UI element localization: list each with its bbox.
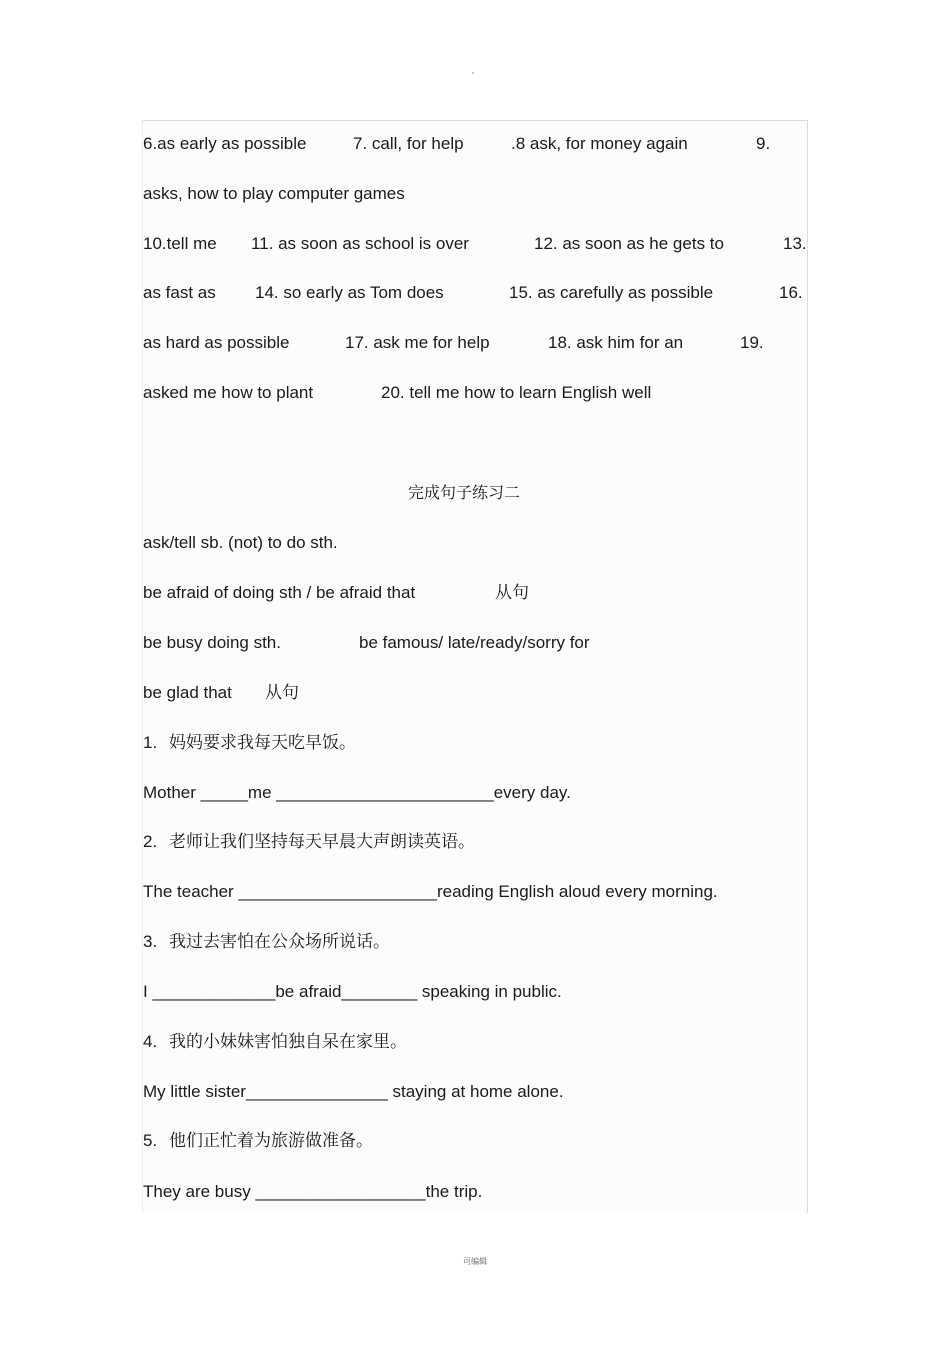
phrase-text: ask/tell sb. (not) to do sth.: [143, 533, 338, 552]
answer-item: asks, how to play computer games: [143, 184, 405, 203]
answer-item: 17. ask me for help: [345, 333, 490, 352]
question-number: 2.: [143, 832, 158, 851]
answer-item: .8 ask, for money again: [511, 134, 688, 153]
question-prompt: [143, 832, 475, 852]
question-blank-line: My little sister_______________ staying at home alone.: [143, 1082, 564, 1101]
section-title: 完成句子练习二: [408, 483, 521, 502]
question-blank-line: The teacher _____________________reading English aloud every morning.: [143, 882, 718, 901]
answer-item: 12. as soon as he gets to: [534, 234, 724, 253]
answer-item: 18. ask him for an: [548, 333, 684, 352]
phrase-clause-label: 从句: [495, 583, 529, 603]
phrase-text: be glad that: [143, 683, 232, 702]
question-chinese: 老师让我们坚持每天早晨大声朗读英语。: [169, 832, 475, 852]
answer-item: 15. as carefully as possible: [509, 283, 714, 302]
answer-item: as fast as: [143, 283, 216, 302]
phrase-text: be famous/ late/ready/sorry for: [359, 633, 590, 652]
phrase-text: be afraid of doing sth / be afraid that: [143, 583, 416, 602]
question-blank-line: They are busy __________________the trip.: [143, 1182, 483, 1201]
question-chinese: 我的小妹妹害怕独自呆在家里。: [169, 1032, 407, 1052]
answer-item: asked me how to plant: [143, 383, 314, 402]
answer-item: 11. as soon as school is over: [251, 234, 469, 253]
question-prompt: [143, 1032, 407, 1052]
question-blank-line: Mother _____me _______________________every day.: [143, 783, 571, 802]
question-blank-line: I _____________be afraid________ speaking in public.: [143, 982, 562, 1001]
question-chinese: 他们正忙着为旅游做准备。: [169, 1131, 373, 1151]
footer-editable-label: 可编辑: [463, 1257, 487, 1266]
question-prompt: [143, 1131, 373, 1151]
answer-item: 10.tell me: [143, 234, 217, 253]
answer-item: 6.as early as possible: [143, 134, 307, 153]
question-chinese: 我过去害怕在公众场所说话。: [169, 932, 390, 952]
answer-item: 19.: [740, 333, 764, 352]
question-number: 4.: [143, 1032, 158, 1051]
question-number: 1.: [143, 733, 158, 752]
answer-item: 7. call, for help: [353, 134, 464, 153]
phrase-text: be busy doing sth.: [143, 633, 281, 652]
answer-item: 9.: [756, 134, 771, 153]
answer-item: as hard as possible: [143, 333, 290, 352]
question-chinese: 妈妈要求我每天吃早饭。: [169, 733, 356, 753]
answer-item: 14. so early as Tom does: [255, 283, 444, 302]
question-prompt: [143, 932, 390, 952]
answer-item: 16.: [779, 283, 803, 302]
page-marker-dot: [472, 72, 474, 74]
question-prompt: [143, 733, 356, 753]
answer-item: 13.: [783, 234, 807, 253]
phrase-clause-label: 从句: [265, 683, 299, 703]
question-number: 5.: [143, 1131, 158, 1150]
question-number: 3.: [143, 932, 158, 951]
answer-item: 20. tell me how to learn English well: [381, 383, 652, 402]
